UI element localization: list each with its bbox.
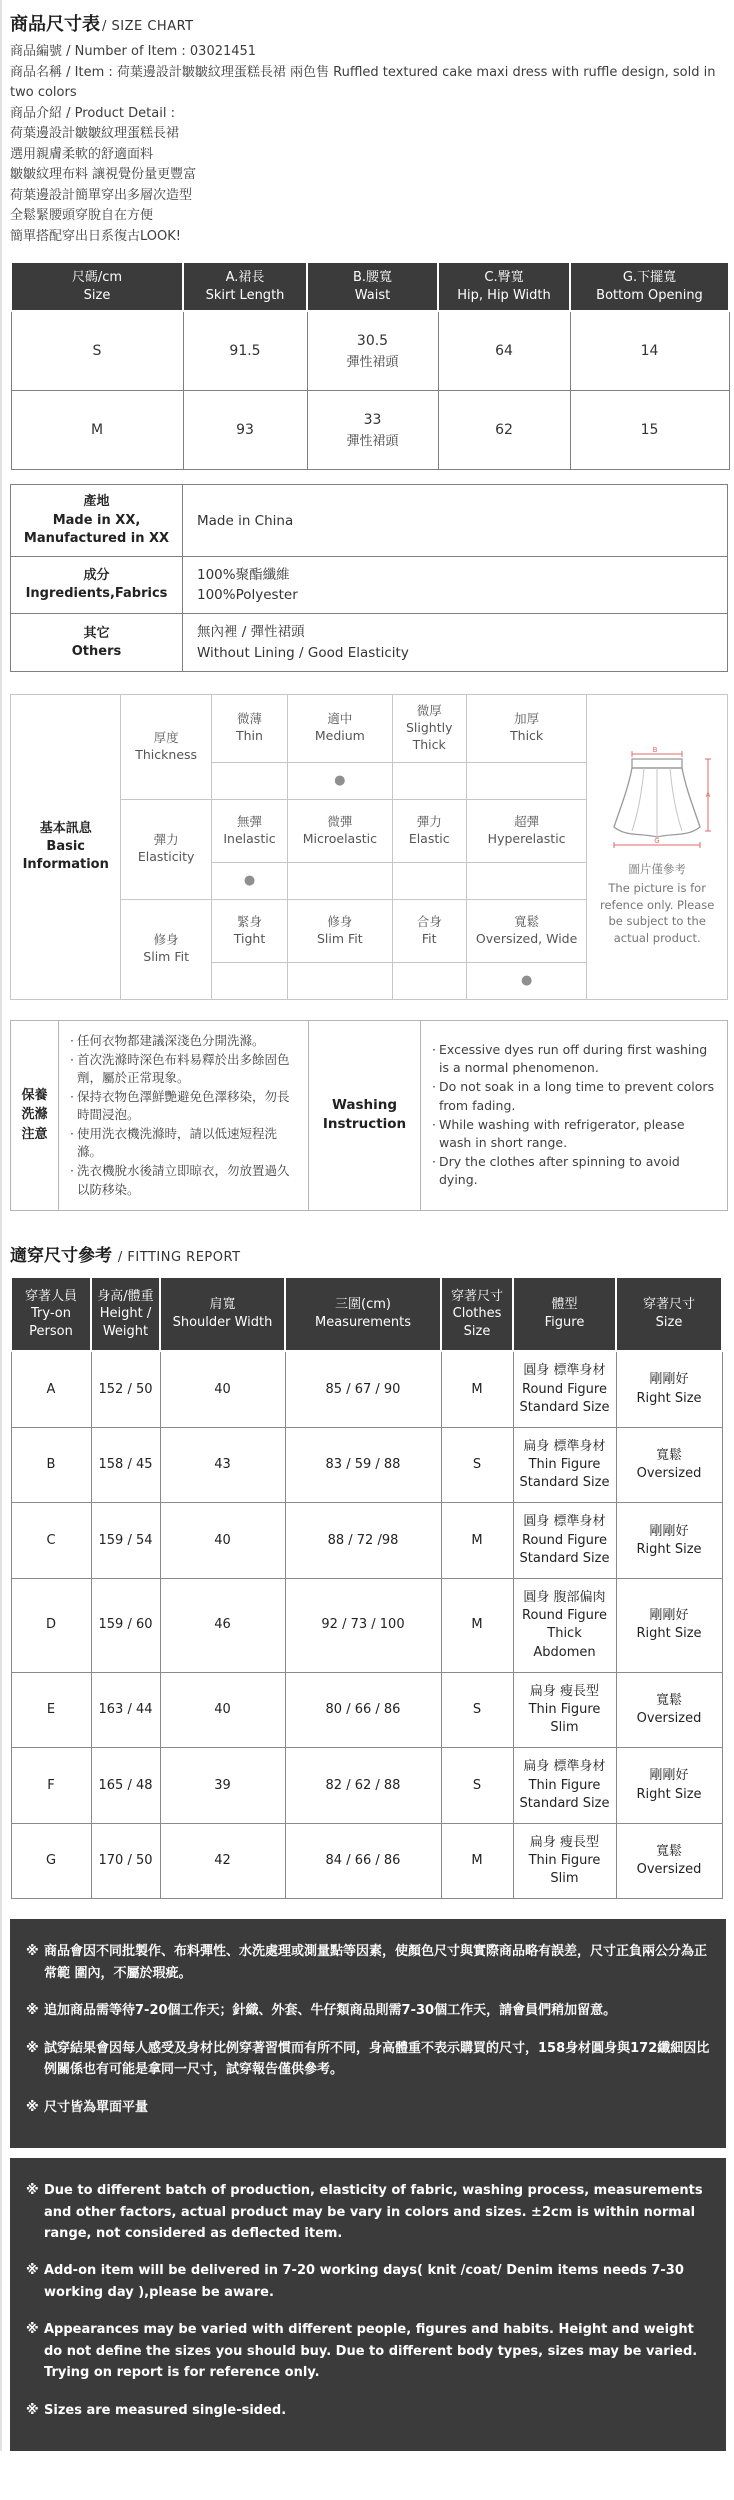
washing-note-zh-4: · 使用洗衣機洗滌時，請以低速短程洗滌。 <box>70 1126 278 1160</box>
others-label: 其它 Others <box>11 614 183 672</box>
page-title <box>10 10 726 36</box>
others-row <box>11 614 728 672</box>
page-title-zh: 商品尺寸表 <box>10 14 100 35</box>
fit-b-hw: 158 / 45 <box>91 1427 160 1503</box>
fit-g-size: M <box>441 1823 513 1899</box>
size-m-label: M <box>11 391 183 470</box>
size-row-s <box>11 311 729 391</box>
footer-note-en-2: ※ Add-on item will be delivered in 7-20 working days( knit /coat/ Denim items needs 7-30 working day ),please be aware. <box>26 2263 684 2300</box>
thickness-opt-thin: 微薄 Thin <box>211 694 287 762</box>
reference-figure <box>587 694 728 999</box>
washing-note-en-2: · Do not soak in a long time to prevent colors from fading. <box>432 1079 715 1113</box>
fit-c-shoulder: 40 <box>160 1503 285 1579</box>
washing-note-en-4: · Dry the clothes after spinning to avoid dying. <box>432 1153 680 1188</box>
elasticity-opt-microelastic: 微彈 Microelastic <box>288 799 392 862</box>
product-detail-line-3: 皺皺紋理布料 讓視覺份量更豐富 <box>10 167 197 183</box>
fit-b-person: B <box>11 1427 91 1503</box>
product-detail-line-1: 荷葉邊設計皺皺紋理蛋糕長裙 <box>10 126 180 142</box>
fit-e-meas: 80 / 66 / 86 <box>285 1672 441 1748</box>
fit-g-person: G <box>11 1823 91 1899</box>
fitting-row-e <box>11 1672 722 1748</box>
thickness-dot-3 <box>466 762 587 799</box>
size-s-hip: 64 <box>438 311 570 391</box>
fit-f-shoulder: 39 <box>160 1748 285 1824</box>
fitting-row-f <box>11 1748 722 1824</box>
footer-note-zh-4: ※ 尺寸皆為單面平量 <box>26 2099 149 2115</box>
fit-b-meas: 83 / 59 / 88 <box>285 1427 441 1503</box>
fit-c-meas: 88 / 72 /98 <box>285 1503 441 1579</box>
footer-note-zh-2: ※ 追加商品需等待7-20個工作天；針織、外套、牛仔類商品則需7-30個工作天，請會員們稍加留意。 <box>26 2003 617 2019</box>
fitting-row-b <box>11 1427 722 1503</box>
footer-note-en-4: ※ Sizes are measured single-sided. <box>26 2402 287 2418</box>
fit-col-shoulder: 肩寬 Shoulder Width <box>160 1277 285 1352</box>
elasticity-dot-0: ● <box>211 862 287 899</box>
fit-d-hw: 159 / 60 <box>91 1579 160 1673</box>
ingredients-row <box>11 556 728 614</box>
thickness-dot-0 <box>211 762 287 799</box>
skirt-diagram-icon <box>598 747 716 851</box>
washing-note-en-1: · Excessive dyes run off during first washing is a normal phenomenon. <box>432 1042 708 1076</box>
fit-f-result: 剛剛好 Right Size <box>616 1748 722 1824</box>
slimfit-label: 修身 Slim Fit <box>121 899 211 999</box>
fit-e-figure: 扁身 瘦長型 Thin Figure Slim <box>513 1672 616 1748</box>
origin-table <box>10 484 728 672</box>
svg-text:A: A <box>705 790 711 799</box>
fitting-table <box>10 1276 723 1900</box>
slimfit-opt-fit: 合身 Fit <box>392 899 466 962</box>
elasticity-label: 彈力 Elasticity <box>121 799 211 899</box>
fit-b-result: 寬鬆 Oversized <box>616 1427 722 1503</box>
product-number-line: 商品編號 / Number of Item : 03021451 <box>10 44 257 59</box>
fit-a-figure: 圓身 標準身材 Round Figure Standard Size <box>513 1351 616 1427</box>
footer-notes-en <box>10 2158 726 2451</box>
fit-d-figure: 圓身 腹部偏肉 Round Figure Thick Abdomen <box>513 1579 616 1673</box>
footer-note-zh-3: ※ 試穿結果會因每人感受及身材比例穿著習慣而有所不同，身高體重不表示購買的尺寸，158身材圓身與172纖細因比例關係也有可能是拿同一尺寸，試穿報告僅供參考。 <box>26 2040 710 2078</box>
fit-e-result: 寬鬆 Oversized <box>616 1672 722 1748</box>
ingredients-value: 100%聚酯纖維 100%Polyester <box>183 556 728 614</box>
product-detail-line-4: 荷葉邊設計簡單穿出多層次造型 <box>10 187 193 203</box>
slimfit-opt-tight: 緊身 Tight <box>211 899 287 962</box>
fit-g-shoulder: 42 <box>160 1823 285 1899</box>
elasticity-opt-inelastic: 無彈 Inelastic <box>211 799 287 862</box>
fit-col-size-result: 穿著尺寸 Size <box>616 1277 722 1352</box>
fit-col-measurements: 三圍(cm) Measurements <box>285 1277 441 1352</box>
fit-col-person: 穿著人員 Try-on Person <box>11 1277 91 1352</box>
bottom-col-header: G.下擺寬 Bottom Opening <box>570 262 729 311</box>
fit-a-hw: 152 / 50 <box>91 1351 160 1427</box>
fit-a-result: 剛剛好 Right Size <box>616 1351 722 1427</box>
size-col-header: 尺碼/cm Size <box>11 262 183 311</box>
fitting-row-c <box>11 1503 722 1579</box>
size-s-length: 91.5 <box>183 311 307 391</box>
washing-notes-en <box>421 1020 728 1210</box>
thickness-opt-thick: 加厚 Thick <box>466 694 587 762</box>
waist-col-header: B.腰寬 Waist <box>307 262 438 311</box>
figure-note-zh: 圖片僅參考 <box>628 862 686 877</box>
elasticity-opt-hyperelastic: 超彈 Hyperelastic <box>466 799 587 862</box>
fit-b-figure: 扁身 標準身材 Thin Figure Standard Size <box>513 1427 616 1503</box>
slimfit-dot-2 <box>392 962 466 999</box>
footer-note-zh-1: ※ 商品會因不同批製作、布料彈性、水洗處理或測量點等因素，使顏色尺寸與實際商品略有誤差，尺寸正負兩公分為正常範 圍內，不屬於瑕疵。 <box>26 1944 708 1981</box>
elasticity-dot-1 <box>288 862 392 899</box>
size-m-length: 93 <box>183 391 307 470</box>
washing-table <box>10 1020 728 1211</box>
washing-label: 保養 洗滌 注意 <box>11 1020 59 1210</box>
fit-d-person: D <box>11 1579 91 1673</box>
footer-note-en-3: ※ Appearances may be varied with different people, figures and habits. Height and weight do not define the sizes you should buy. Due to different body types, sizes may be varied. Trying on report is for reference only. <box>26 2322 698 2381</box>
fit-f-meas: 82 / 62 / 88 <box>285 1748 441 1824</box>
size-m-waist: 33 彈性裙頭 <box>307 391 438 470</box>
washing-note-zh-5: · 洗衣機脫水後請立即晾衣，勿放置過久以防移染。 <box>70 1163 290 1197</box>
fit-b-shoulder: 43 <box>160 1427 285 1503</box>
size-s-waist: 30.5 彈性裙頭 <box>307 311 438 391</box>
size-row-m <box>11 391 729 470</box>
washing-note-zh-2: · 首次洗滌時深色布料易釋於出多餘固色劑，屬於正常現象。 <box>70 1051 290 1085</box>
slimfit-dot-3: ● <box>466 962 587 999</box>
product-info <box>10 42 726 247</box>
figure-note-en: The picture is for refence only. Please be subject to the actual product. <box>600 881 715 946</box>
basic-info-label: 基本訊息 Basic Information <box>11 694 121 999</box>
product-detail-line-5: 全鬆緊腰頭穿脫自在方便 <box>10 208 154 224</box>
fit-f-figure: 扁身 標準身材 Thin Figure Standard Size <box>513 1748 616 1824</box>
slimfit-opt-oversized: 寬鬆 Oversized, Wide <box>466 899 587 962</box>
slimfit-dot-0 <box>211 962 287 999</box>
thickness-dot-1: ● <box>288 762 392 799</box>
basic-info-table <box>10 694 728 1000</box>
size-m-bottom: 15 <box>570 391 729 470</box>
origin-label: 產地 Made in XX, Manufactured in XX <box>11 485 183 557</box>
fit-col-figure: 體型 Figure <box>513 1277 616 1352</box>
fit-d-shoulder: 46 <box>160 1579 285 1673</box>
footer-notes-zh <box>10 1919 726 2148</box>
fit-f-hw: 165 / 48 <box>91 1748 160 1824</box>
slimfit-dot-1 <box>288 962 392 999</box>
ingredients-label: 成分 Ingredients,Fabrics <box>11 556 183 614</box>
fit-col-height-weight: 身高/體重 Height / Weight <box>91 1277 160 1352</box>
fit-c-hw: 159 / 54 <box>91 1503 160 1579</box>
fit-c-result: 剛剛好 Right Size <box>616 1503 722 1579</box>
elasticity-opt-elastic: 彈力 Elastic <box>392 799 466 862</box>
product-detail-line-6: 簡單搭配穿出日系復古LOOK! <box>10 228 181 244</box>
washing-note-zh-3: · 保持衣物色澤鮮艷避免色澤移染，勿長時間浸泡。 <box>70 1088 290 1123</box>
fit-g-result: 寬鬆 Oversized <box>616 1823 722 1899</box>
washing-instruction-label: Washing Instruction <box>309 1020 421 1210</box>
svg-text:G: G <box>654 836 660 845</box>
footer-note-en-1: ※ Due to different batch of production, elasticity of fabric, washing process, measurements and other factors, actual product may be vary in colors and sizes. ±2cm is within normal range, not considered as deflected item. <box>26 2183 703 2241</box>
slimfit-opt-slim: 修身 Slim Fit <box>288 899 392 962</box>
thickness-dot-2 <box>392 762 466 799</box>
fit-c-size: M <box>441 1503 513 1579</box>
fit-d-meas: 92 / 73 / 100 <box>285 1579 441 1673</box>
elasticity-dot-2 <box>392 862 466 899</box>
fit-d-result: 剛剛好 Right Size <box>616 1579 722 1673</box>
fit-b-size: S <box>441 1427 513 1503</box>
thickness-opt-slightly-thick: 微厚 Slightly Thick <box>392 694 466 762</box>
fit-f-person: F <box>11 1748 91 1824</box>
fit-g-hw: 170 / 50 <box>91 1823 160 1899</box>
others-value: 無內裡 / 彈性裙頭 Without Lining / Good Elasticity <box>183 614 728 672</box>
length-col-header: A.裙長 Skirt Length <box>183 262 307 311</box>
product-detail-label: 商品介紹 / Product Detail : <box>10 105 175 121</box>
origin-row <box>11 485 728 557</box>
fit-a-meas: 85 / 67 / 90 <box>285 1351 441 1427</box>
product-name-line: 商品名稱 / Item : 荷葉邊設計皺皺紋理蛋糕長裙 兩色售 Ruffled textured cake maxi dress with ruffle design, sold in two colors <box>10 64 716 101</box>
fit-e-shoulder: 40 <box>160 1672 285 1748</box>
thickness-label: 厚度 Thickness <box>121 694 211 799</box>
washing-note-zh-1: · 任何衣物都建議深淺色分開洗滌。 <box>70 1032 265 1048</box>
origin-value: Made in China <box>183 485 728 557</box>
fitting-report-title <box>10 1241 726 1266</box>
fit-d-size: M <box>441 1579 513 1673</box>
washing-note-en-3: · While washing with refrigerator, please wash in short range. <box>432 1116 685 1150</box>
fitting-title-zh: 適穿尺寸參考 <box>10 1245 112 1266</box>
page-title-en: / SIZE CHART <box>102 19 194 34</box>
fitting-row-g <box>11 1823 722 1899</box>
fit-g-meas: 84 / 66 / 86 <box>285 1823 441 1899</box>
fit-f-size: S <box>441 1748 513 1824</box>
fitting-row-d <box>11 1579 722 1673</box>
size-s-bottom: 14 <box>570 311 729 391</box>
size-table <box>10 261 730 470</box>
fit-a-shoulder: 40 <box>160 1351 285 1427</box>
fit-e-hw: 163 / 44 <box>91 1672 160 1748</box>
product-detail-line-2: 選用親膚柔軟的舒適面料 <box>10 146 154 162</box>
elasticity-dot-3 <box>466 862 587 899</box>
fit-c-figure: 圓身 標準身材 Round Figure Standard Size <box>513 1503 616 1579</box>
fit-a-person: A <box>11 1351 91 1427</box>
fitting-title-en: / FITTING REPORT <box>117 1249 241 1265</box>
fit-e-person: E <box>11 1672 91 1748</box>
hip-col-header: C.臀寬 Hip, Hip Width <box>438 262 570 311</box>
size-m-hip: 62 <box>438 391 570 470</box>
svg-text:B: B <box>652 746 658 754</box>
fit-c-person: C <box>11 1503 91 1579</box>
fitting-row-a <box>11 1351 722 1427</box>
size-s-label: S <box>11 311 183 391</box>
fit-a-size: M <box>441 1351 513 1427</box>
fit-e-size: S <box>441 1672 513 1748</box>
thickness-opt-medium: 適中 Medium <box>288 694 392 762</box>
fit-col-clothes-size: 穿著尺寸 Clothes Size <box>441 1277 513 1352</box>
washing-notes-zh <box>59 1020 309 1210</box>
fit-g-figure: 扁身 瘦長型 Thin Figure Slim <box>513 1823 616 1899</box>
